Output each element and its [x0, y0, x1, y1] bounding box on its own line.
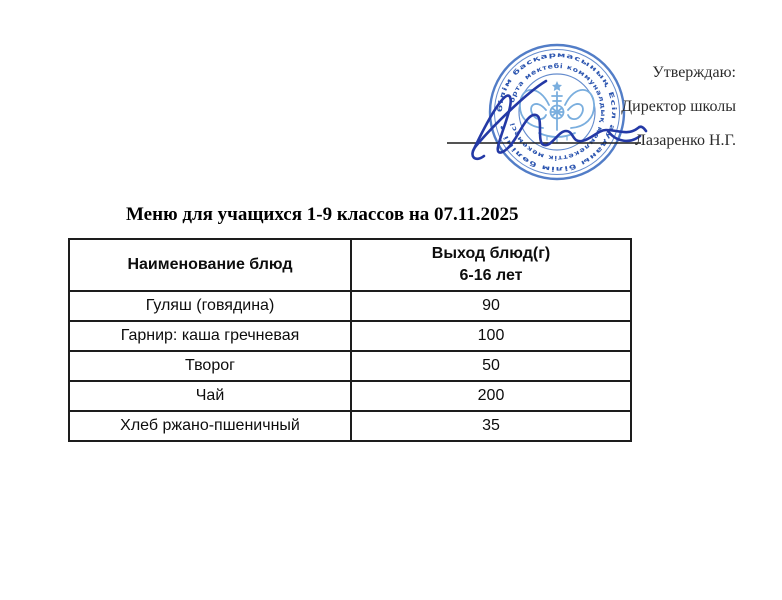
approval-label: Утверждаю:: [652, 64, 736, 81]
table-row: [69, 411, 631, 441]
approval-block: [546, 56, 736, 158]
director-name: Лазаренко Н.Г.: [635, 132, 736, 149]
dish-name: Гарнир: каша гречневая: [69, 321, 351, 351]
table-row: [69, 291, 631, 321]
column-header-output-line2: 6-16 лет: [459, 267, 523, 284]
column-header-output-line1: Выход блюд(г): [431, 245, 551, 262]
dish-amount: 35: [351, 411, 631, 441]
stamp-ring-text-outer: білім басқармасының Есіл ауданы білім бөлімі •: [495, 50, 619, 174]
dish-amount: 200: [351, 381, 631, 411]
column-header-dish: Наименование блюд: [69, 239, 351, 291]
director-title: Директор школы: [621, 98, 736, 115]
column-header-output: [351, 239, 631, 291]
dish-name: Чай: [69, 381, 351, 411]
table-header-row: [69, 239, 631, 291]
page-title: Меню для учащихся 1-9 классов на 07.11.2025: [126, 204, 519, 225]
table-row: [69, 321, 631, 351]
dish-name: Творог: [69, 351, 351, 381]
menu-table: [68, 238, 632, 442]
table-row: [69, 351, 631, 381]
dish-amount: 100: [351, 321, 631, 351]
dish-amount: 50: [351, 351, 631, 381]
table-row: [69, 381, 631, 411]
stamp-ring-text-inner: • орта мектебі коммуналдық мемлекеттік мекемесі: [506, 61, 608, 163]
dish-amount: 90: [351, 291, 631, 321]
dish-name: Гуляш (говядина): [69, 291, 351, 321]
dish-name: Хлеб ржано-пшеничный: [69, 411, 351, 441]
